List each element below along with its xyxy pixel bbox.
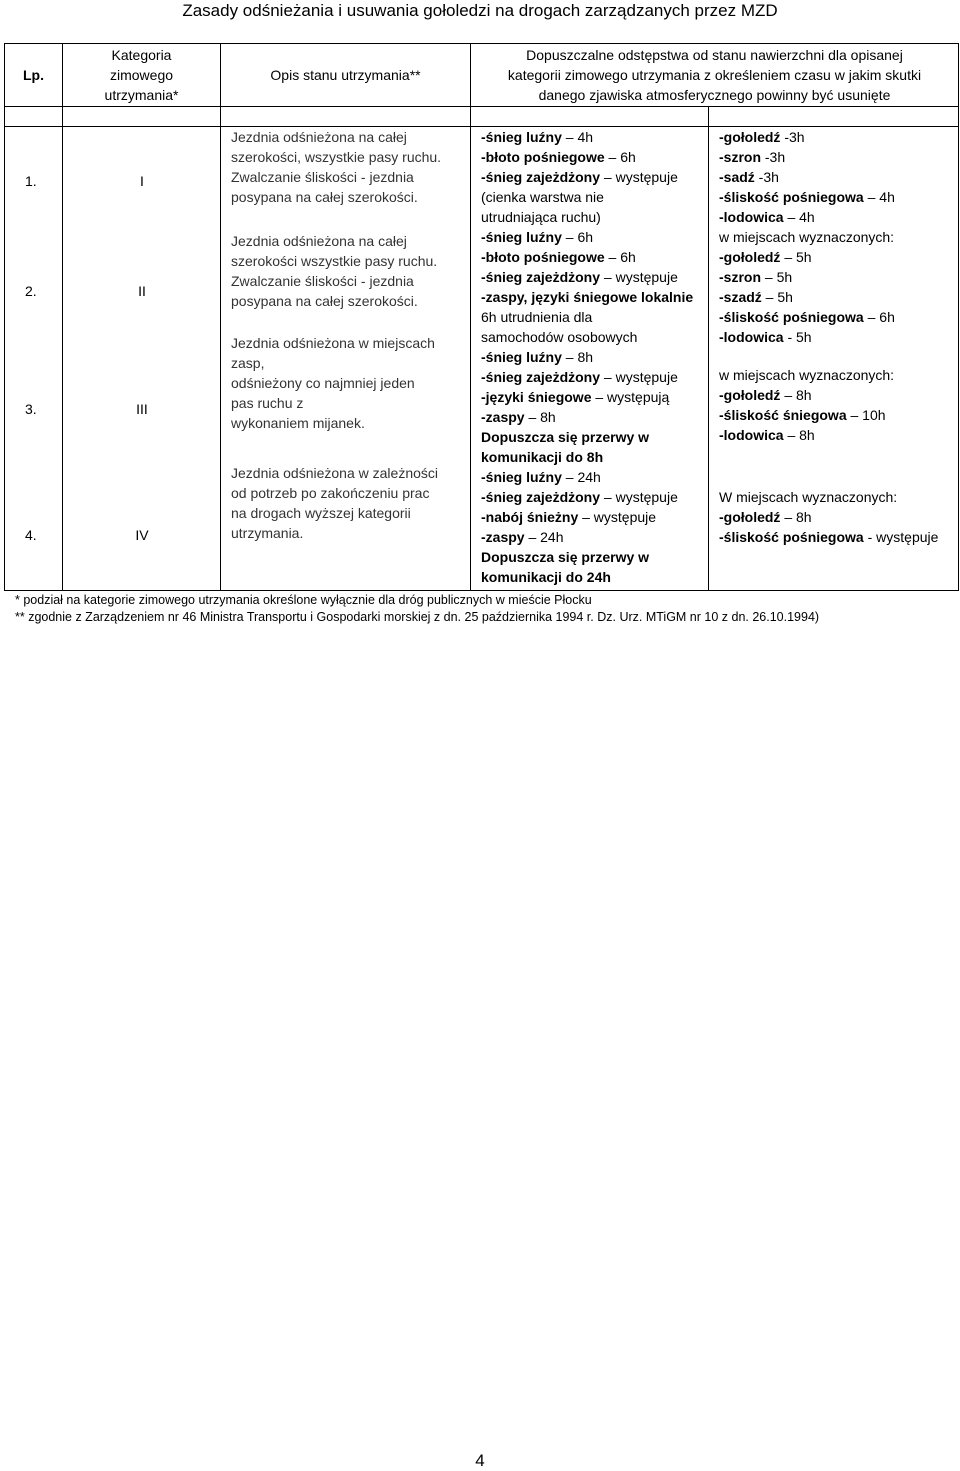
page-title: Zasady odśnieżania i usuwania gołoledzi na drogach zarządzanych przez MZD — [182, 1, 778, 20]
maintenance-table — [4, 43, 959, 591]
header-spacer-row — [5, 107, 959, 127]
table-header-row — [5, 44, 959, 107]
snow-term: -zaspy, języki śniegowe lokalnie — [481, 289, 694, 305]
snow-value: – 6h — [561, 229, 594, 245]
opis-line: posypana na całej szerokości. — [231, 189, 418, 205]
ice-line — [719, 327, 958, 347]
snow-value: – występują — [591, 389, 670, 405]
row-kategoria: I — [140, 173, 144, 189]
snow-term: Dopuszcza się przerwy w — [481, 549, 650, 565]
header-opis: Opis stanu utrzymania** — [221, 44, 471, 107]
snow-group — [481, 127, 708, 227]
snow-line — [481, 227, 708, 247]
snow-term: -zaspy — [481, 529, 525, 545]
ice-line — [719, 307, 958, 327]
snow-term: -języki śniegowe — [481, 389, 592, 405]
lp-column — [5, 127, 63, 591]
row-lp: 2. — [25, 283, 37, 299]
header-dopuszczalne-line: Dopuszczalne odstępstwa od stanu nawierzchni dla opisanej — [526, 47, 903, 63]
ice-value: w miejscach wyznaczonych: — [719, 229, 895, 245]
opis-block-4 — [231, 463, 438, 543]
opis-line: odśnieżony co najmniej jeden — [231, 375, 415, 391]
footnote: ** zgodnie z Zarządzeniem nr 46 Ministra Transportu i Gospodarki morskiej z dn. 25 października 1994 r. Dz. Urz. MTiGM nr 10 z dn. 26.10.1994) — [15, 610, 820, 624]
ice-term: -gołoledź — [719, 387, 781, 403]
ice-value: -3h — [780, 129, 805, 145]
header-kategoria-line: zimowego — [109, 67, 174, 83]
opis-line: Zwalczanie śliskości - jezdnia — [231, 169, 414, 185]
ice-line — [719, 287, 958, 307]
ice-value: – 5h — [761, 289, 793, 305]
ice-line — [719, 187, 958, 207]
snow-value: – 24h — [561, 469, 601, 485]
opis-block-3 — [231, 333, 435, 433]
ice-list — [719, 127, 958, 547]
snow-group — [481, 227, 708, 347]
snow-value: – 4h — [561, 129, 594, 145]
opis-block-2 — [231, 231, 437, 311]
footnotes — [15, 592, 819, 626]
snow-term: Dopuszcza się przerwy w — [481, 429, 650, 445]
row-lp: 3. — [25, 401, 37, 417]
ice-value: – 4h — [783, 209, 815, 225]
snow-term: -śnieg zajeżdżony — [481, 169, 601, 185]
snow-line — [481, 247, 708, 267]
ice-value: – 8h — [783, 427, 815, 443]
ice-term: -lodowica — [719, 209, 784, 225]
row-kategoria: III — [136, 401, 148, 417]
snow-line — [481, 347, 708, 367]
ice-term: -śliskość pośniegowa — [719, 189, 864, 205]
opis-line: Jezdnia odśnieżona w miejscach — [231, 335, 435, 351]
snow-line — [481, 287, 708, 307]
ice-value: – 4h — [863, 189, 895, 205]
opis-block-1 — [231, 127, 441, 207]
snow-term: komunikacji do 24h — [481, 569, 611, 585]
opis-line: od potrzeb po zakończeniu prac — [231, 485, 430, 501]
ice-term: -szadź — [719, 289, 762, 305]
snow-line — [481, 507, 708, 527]
snow-line — [481, 367, 708, 387]
header-lp: Lp. — [5, 44, 63, 107]
opis-line: szerokości wszystkie pasy ruchu. — [231, 253, 438, 269]
ice-line — [719, 267, 958, 287]
ice-line — [719, 385, 958, 405]
snow-line — [481, 447, 708, 467]
ice-value: – 8h — [780, 509, 812, 525]
header-dopuszczalne-line: kategorii zimowego utrzymania z określeniem czasu w jakim skutki — [507, 67, 922, 83]
snow-line — [481, 167, 708, 187]
header-kategoria — [63, 44, 221, 107]
snow-list — [481, 127, 708, 587]
opis-line: szerokości, wszystkie pasy ruchu. — [231, 149, 442, 165]
ice-line — [719, 147, 958, 167]
ice-group — [719, 227, 958, 347]
snow-term: -śnieg zajeżdżony — [481, 369, 601, 385]
opis-line: posypana na całej szerokości. — [231, 293, 418, 309]
ice-term: -lodowica — [719, 329, 784, 345]
snow-value: samochodów osobowych — [481, 329, 638, 345]
ice-term: -gołoledź — [719, 249, 781, 265]
snow-value: – występuje — [578, 509, 657, 525]
snow-line — [481, 567, 708, 587]
ice-value: -3h — [754, 169, 779, 185]
ice-group — [719, 127, 958, 227]
ice-line — [719, 167, 958, 187]
snow-value: – 6h — [604, 149, 636, 165]
ice-value: – 5h — [780, 249, 812, 265]
ice-line — [719, 425, 958, 445]
ice-line — [719, 405, 958, 425]
snow-term: komunikacji do 8h — [481, 449, 604, 465]
footnote: * podział na kategorie zimowego utrzymania określone wyłącznie dla dróg publicznych w mieście Płocku — [15, 593, 592, 607]
snow-line — [481, 487, 708, 507]
snow-term: -błoto pośniegowe — [481, 249, 605, 265]
snow-line — [481, 467, 708, 487]
snow-line — [481, 307, 708, 327]
snow-value: – występuje — [600, 269, 678, 285]
snow-value: – 6h — [604, 249, 636, 265]
ice-term: -śliskość pośniegowa — [719, 309, 864, 325]
row-lp: 4. — [25, 527, 37, 543]
ice-value: – 6h — [863, 309, 895, 325]
snow-value: 6h utrudnienia dla — [481, 309, 593, 325]
header-dopuszczalne-line: danego zjawiska atmosferycznego powinny być usunięte — [538, 87, 891, 103]
ice-line — [719, 527, 958, 547]
snow-term: -nabój śnieżny — [481, 509, 579, 525]
snow-term: -śnieg zajeżdżony — [481, 269, 601, 285]
snow-line — [481, 547, 708, 567]
snow-term: -zaspy — [481, 409, 525, 425]
ice-column — [709, 127, 959, 591]
snow-value: – 24h — [524, 529, 564, 545]
ice-term: -gołoledź — [719, 129, 781, 145]
page-number: 4 — [475, 1451, 485, 1470]
ice-line — [719, 365, 958, 385]
opis-line: Jezdnia odśnieżona w zależności — [231, 465, 439, 481]
row-lp: 1. — [25, 173, 37, 189]
snow-value: – występuje — [600, 489, 678, 505]
ice-value: W miejscach wyznaczonych: — [719, 489, 898, 505]
opis-line: Jezdnia odśnieżona na całej — [231, 233, 407, 249]
snow-line — [481, 187, 708, 207]
ice-line — [719, 227, 958, 247]
ice-term: -szron — [719, 149, 761, 165]
ice-term: -szron — [719, 269, 761, 285]
ice-value: w miejscach wyznaczonych: — [719, 367, 895, 383]
ice-group — [719, 487, 958, 547]
ice-value: – 5h — [761, 269, 793, 285]
snow-line — [481, 147, 708, 167]
snow-line — [481, 207, 708, 227]
ice-value: - 5h — [783, 329, 812, 345]
ice-value: – 10h — [846, 407, 886, 423]
opis-line: utrzymania. — [231, 525, 304, 541]
ice-term: -śliskość śniegowa — [719, 407, 847, 423]
snow-value: – 8h — [524, 409, 556, 425]
ice-value: – 8h — [780, 387, 812, 403]
snow-value: (cienka warstwa nie — [481, 189, 604, 205]
snow-line — [481, 427, 708, 447]
snow-column — [471, 127, 709, 591]
header-kategoria-line: utrzymania* — [104, 87, 179, 103]
opis-line: Jezdnia odśnieżona na całej — [231, 129, 407, 145]
row-kategoria: IV — [135, 527, 149, 543]
kategoria-column — [63, 127, 221, 591]
opis-line: na drogach wyższej kategorii — [231, 505, 411, 521]
snow-term: -błoto pośniegowe — [481, 149, 605, 165]
header-kategoria-line: Kategoria — [111, 47, 172, 63]
ice-term: -gołoledź — [719, 509, 781, 525]
table-body-row — [5, 127, 959, 591]
snow-term: -śnieg luźny — [481, 129, 562, 145]
snow-term: -śnieg luźny — [481, 469, 562, 485]
snow-term: -śnieg luźny — [481, 229, 562, 245]
snow-value: – 8h — [561, 349, 594, 365]
snow-line — [481, 327, 708, 347]
snow-term: -śnieg zajeżdżony — [481, 489, 601, 505]
snow-value: – występuje — [600, 369, 678, 385]
ice-line — [719, 507, 958, 527]
opis-line: pas ruchu z — [231, 395, 304, 411]
ice-value: - występuje — [863, 529, 939, 545]
ice-line — [719, 207, 958, 227]
snow-line — [481, 387, 708, 407]
snow-value: utrudniająca ruchu) — [481, 209, 601, 225]
snow-line — [481, 267, 708, 287]
snow-line — [481, 127, 708, 147]
ice-term: -śliskość pośniegowa — [719, 529, 864, 545]
ice-value: -3h — [761, 149, 786, 165]
opis-line: wykonaniem mijanek. — [231, 415, 365, 431]
snow-term: -śnieg luźny — [481, 349, 562, 365]
opis-line: zasp, — [231, 355, 265, 371]
row-kategoria: II — [138, 283, 146, 299]
snow-line — [481, 527, 708, 547]
snow-value: – występuje — [600, 169, 678, 185]
ice-line — [719, 127, 958, 147]
snow-group — [481, 467, 708, 587]
opis-line: Zwalczanie śliskości - jezdnia — [231, 273, 414, 289]
snow-line — [481, 407, 708, 427]
snow-group — [481, 347, 708, 467]
ice-term: -sadź — [719, 169, 755, 185]
header-dopuszczalne — [471, 44, 959, 107]
ice-term: -lodowica — [719, 427, 784, 443]
ice-line — [719, 487, 958, 507]
ice-line — [719, 247, 958, 267]
opis-column — [221, 127, 471, 591]
ice-group — [719, 365, 958, 445]
